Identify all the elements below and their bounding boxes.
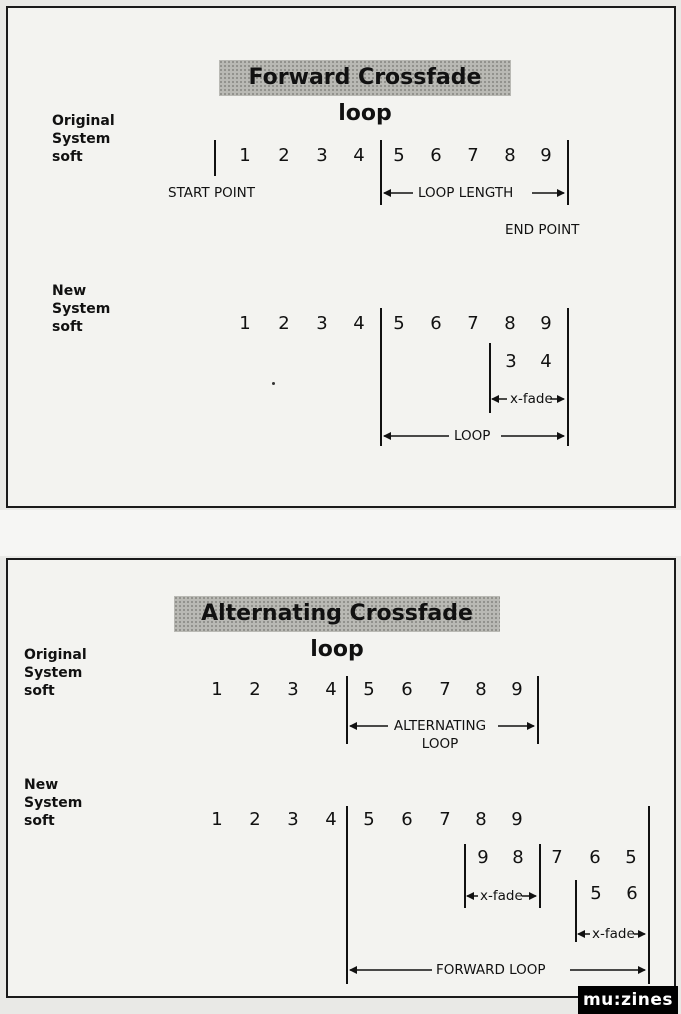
end-point-label: END POINT	[505, 222, 580, 238]
xfade-sample-number: 3	[505, 351, 517, 372]
alternating-loop-line: LOOP	[421, 736, 459, 752]
brand-badge: mu:zines	[578, 986, 678, 1014]
sample-number: 2	[278, 145, 290, 166]
label-line: System	[52, 131, 111, 147]
label-line: soft	[52, 149, 83, 165]
loop-label: LOOP	[454, 428, 491, 444]
alternating-loop-line: ALTERNATING	[393, 718, 487, 734]
sample-number: 8	[504, 145, 516, 166]
reverse-sample-number: 5	[625, 847, 637, 868]
sample-number: 7	[439, 809, 451, 830]
sample-number: 4	[353, 313, 365, 334]
sample-number: 8	[504, 313, 516, 334]
label-line: soft	[24, 813, 55, 829]
xfade-sample-number: 4	[540, 351, 552, 372]
sample-number: 6	[430, 145, 442, 166]
sample-number: 8	[475, 679, 487, 700]
reverse-sample-number: 6	[589, 847, 601, 868]
sample-number: 7	[467, 313, 479, 334]
xfade-2-label: x-fade	[592, 926, 635, 942]
second-xfade-sample-number: 5	[590, 883, 602, 904]
label-line: soft	[52, 319, 83, 335]
label-line: Original	[24, 647, 87, 663]
sample-number: 7	[467, 145, 479, 166]
sample-number: 6	[430, 313, 442, 334]
sample-number: 7	[439, 679, 451, 700]
sample-number: 6	[401, 679, 413, 700]
sample-number: 9	[540, 313, 552, 334]
sample-number: 3	[316, 313, 328, 334]
second-xfade-sample-number: 6	[626, 883, 638, 904]
sample-number: 5	[363, 679, 375, 700]
label-line: System	[52, 301, 111, 317]
xfade-label: x-fade	[510, 391, 553, 407]
label-line: New	[52, 283, 87, 299]
sample-number: 1	[211, 679, 223, 700]
sample-number: 1	[239, 145, 251, 166]
sample-number: 2	[249, 679, 261, 700]
sample-number: 6	[401, 809, 413, 830]
sample-number: 3	[287, 809, 299, 830]
xfade-1-label: x-fade	[480, 888, 523, 904]
sample-number: 9	[540, 145, 552, 166]
sample-number: 2	[278, 313, 290, 334]
sample-number: 9	[511, 679, 523, 700]
sample-number: 5	[363, 809, 375, 830]
start-point-label: START POINT	[168, 185, 256, 201]
reverse-sample-number: 9	[477, 847, 489, 868]
label-line: soft	[24, 683, 55, 699]
sample-number: 2	[249, 809, 261, 830]
alternating-title: Alternating Crossfade loop	[174, 596, 500, 632]
sample-number: 5	[393, 313, 405, 334]
sample-number: 8	[475, 809, 487, 830]
reverse-sample-number: 7	[551, 847, 563, 868]
forward-loop-label: FORWARD LOOP	[436, 962, 546, 978]
forward-title: Forward Crossfade loop	[219, 60, 511, 96]
loop-length-label: LOOP LENGTH	[418, 185, 514, 201]
sample-number: 1	[239, 313, 251, 334]
sample-number: 4	[353, 145, 365, 166]
label-line: System	[24, 665, 83, 681]
sample-number: 4	[325, 679, 337, 700]
label-line: New	[24, 777, 59, 793]
reverse-sample-number: 8	[512, 847, 524, 868]
label-line: Original	[52, 113, 115, 129]
label-line: System	[24, 795, 83, 811]
sample-number: 9	[511, 809, 523, 830]
sample-number: 3	[316, 145, 328, 166]
sample-number: 1	[211, 809, 223, 830]
sample-number: 5	[393, 145, 405, 166]
sample-number: 4	[325, 809, 337, 830]
sample-number: 3	[287, 679, 299, 700]
